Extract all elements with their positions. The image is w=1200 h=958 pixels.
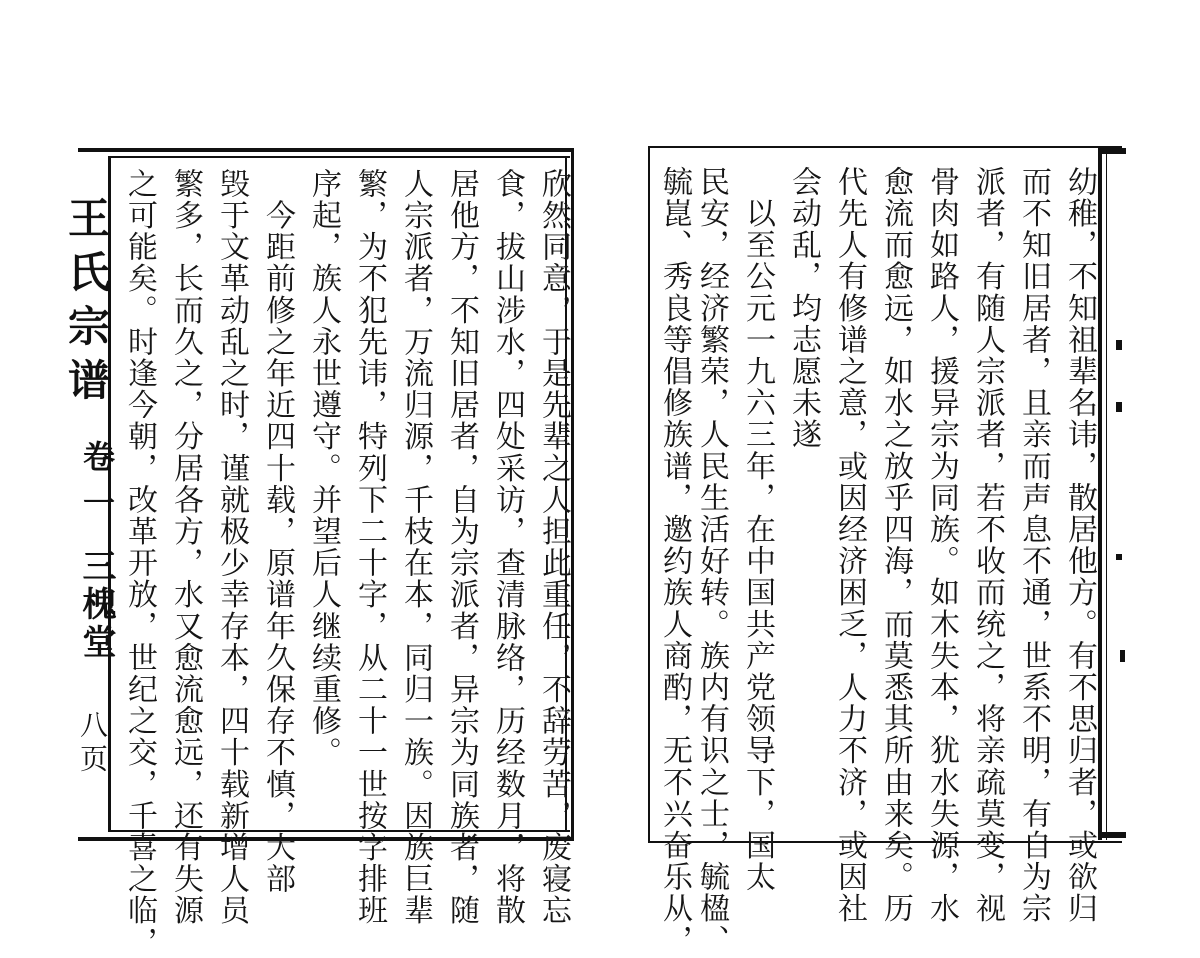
right-frame-divider-thin <box>1106 150 1107 840</box>
volume-label: 卷一 <box>78 440 116 532</box>
right-frame-bottom-edge <box>1098 832 1126 838</box>
hall-name: 三槐堂 <box>76 548 116 662</box>
text-column: 民安，经济繁荣，人民生活好转。族内有识之士，毓楹、 <box>694 166 729 956</box>
text-column: 人宗派者，万流归源，千枝在本，同归一族。因族巨辈 <box>398 168 433 927</box>
text-column: 序起，族人永世遵守。并望后人继续重修。 <box>306 168 341 769</box>
spine-mark <box>1120 650 1125 662</box>
text-column: 派者，有随人宗派者，若不收而统之，将亲疏莫变，视 <box>970 166 1005 925</box>
text-column: 毓崑、秀良等倡修族谱，邀约族人商酌，无不兴奋乐从， <box>657 166 692 956</box>
right-frame-top <box>648 146 1122 148</box>
text-column: 居他方，不知旧居者，自为宗派者，异宗为同族者，随 <box>444 168 479 927</box>
text-column: 骨肉如路人，援异宗为同族。如木失本，犹水失源，水 <box>924 166 959 925</box>
text-column: 繁多，长而久之，分居各方，水又愈流愈远，还有失源 <box>168 168 203 927</box>
text-column: 毁于文革动乱之时，谨就极少幸存本，四十载新增人员 <box>214 168 249 927</box>
right-frame-top-edge <box>1098 148 1126 154</box>
text-column: 繁，为不犯先讳，特列下二十字，从二十一世按字排班 <box>352 168 387 927</box>
text-column: 欣然同意，于是先辈之人担此重任，不辞劳苦，废寝忘 <box>536 168 571 927</box>
text-column: 会动乱，均志愿未遂 <box>786 166 821 451</box>
text-column: 之可能矣。时逢今朝，改革开放，世纪之交，千喜之临， <box>122 168 157 958</box>
text-column: 而不知旧居者，且亲而声息不通，世系不明，有自为宗 <box>1016 166 1051 925</box>
text-column: 今距前修之年近四十载，原谱年久保存不慎，大部 <box>260 168 295 895</box>
spine-mark <box>1116 402 1122 412</box>
text-column: 食，拔山涉水，四处采访，查清脉络，历经数月，将散 <box>490 168 525 927</box>
text-column: 幼稚，不知祖辈名讳，散居他方。有不思归者，或欲归 <box>1062 166 1097 925</box>
left-frame-top-outer <box>78 148 574 152</box>
text-column: 愈流而愈远，如水之放乎四海，而莫悉其所由来矣。历 <box>878 166 913 925</box>
left-frame-top-inner <box>110 156 570 158</box>
spine-mark <box>1116 340 1122 350</box>
spine-mark <box>1116 554 1122 560</box>
right-frame-left <box>648 146 650 843</box>
text-column: 代先人有修谱之意，或因经济困乏，人力不济，或因社 <box>832 166 867 925</box>
genealogy-title: 王氏宗谱 <box>62 196 111 412</box>
text-column: 以至公元一九六三年，在中国共产党领导下，国太 <box>740 166 775 893</box>
page-number-label: 八页 <box>76 710 109 778</box>
